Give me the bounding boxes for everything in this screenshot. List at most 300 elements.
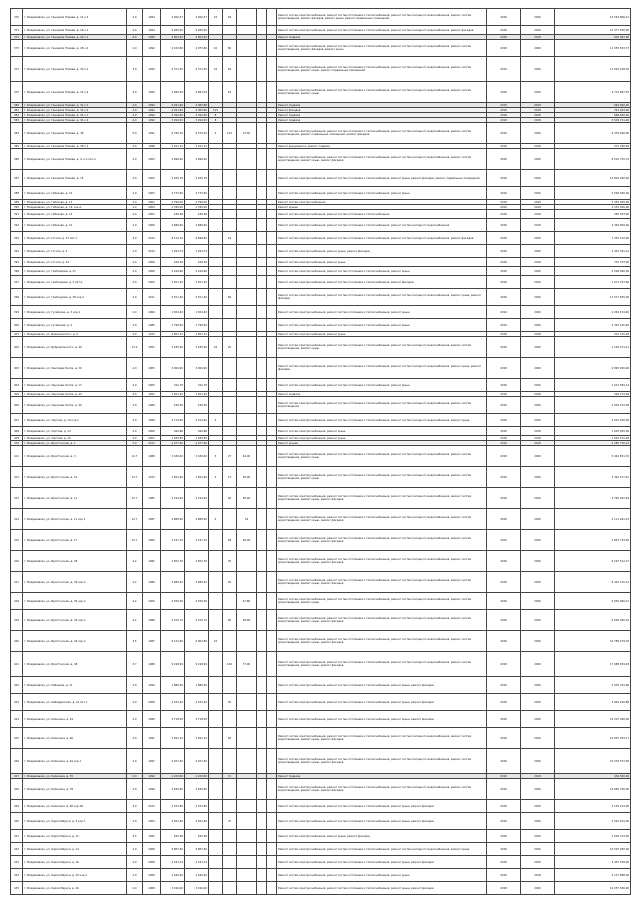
table-row — [11, 694, 631, 711]
floors-cell: 2.0 — [127, 749, 143, 774]
year-end-cell: 2020 — [521, 337, 555, 358]
floors-cell: 2.0 — [127, 9, 143, 26]
cost-cell: 602 067,00 — [555, 35, 631, 40]
row-number: 370 — [11, 9, 23, 26]
living-area-cell: 1 035,85 — [185, 436, 209, 441]
col-g-cell — [237, 289, 257, 306]
year-end-cell: 2018 — [521, 108, 555, 113]
col-h-cell — [257, 232, 267, 245]
table-row — [11, 232, 631, 245]
address-cell: г. Владикавказ, ул. Генерала Плиева, д. 38 — [23, 123, 127, 144]
address-cell: г. Владикавказ, ул. Зангиева Осипа, д. 30 — [23, 358, 127, 379]
living-area-cell: 3 147,70 — [185, 530, 209, 551]
col-g-cell — [237, 337, 257, 358]
row-number: 390 — [11, 205, 23, 210]
year-start-cell: 2018 — [487, 26, 521, 35]
address-cell: г. Владикавказ, ул. Гоголя, д. 24 — [23, 258, 127, 267]
col-h-cell — [257, 123, 267, 144]
col-e-cell: 115 — [209, 108, 223, 113]
total-area-cell: 4 410,70 — [161, 610, 185, 631]
total-area-cell: 2 775,50 — [161, 187, 185, 200]
col-e-cell — [209, 813, 223, 830]
row-number: 386 — [11, 149, 23, 170]
cost-cell: 3 135 214,00 — [555, 800, 631, 813]
address-cell: г. Владикавказ, ул. Генерала Плиева, д. 20 к.1 — [23, 35, 127, 40]
living-area-cell: 6 698,60 — [185, 232, 209, 245]
living-area-cell: 2 446,00 — [185, 869, 209, 882]
col-f-cell: 63 — [223, 82, 237, 103]
table-row — [11, 427, 631, 436]
total-area-cell: 418,50 — [161, 397, 185, 414]
floors-cell: 2.0 — [127, 267, 143, 276]
address-cell: г. Владикавказ, ул. Карла Маркса, д. 16 — [23, 882, 127, 895]
table-row — [11, 40, 631, 57]
table-row — [11, 509, 631, 530]
address-cell: г. Владикавказ, ул. Иристонская, д. 17 — [23, 530, 127, 551]
cost-cell: 365 553,00 — [555, 210, 631, 219]
address-cell: г. Владикавказ, ул. Генерала Плиева, д. 34 к.4 — [23, 82, 127, 103]
year-built-cell: 1992 — [143, 774, 161, 779]
col-i-cell — [267, 414, 277, 427]
floors-cell: 2.0 — [127, 813, 143, 830]
year-built-cell: 2006 — [143, 267, 161, 276]
works-cell: Ремонт систем электроснабжения, ремонт систем отопления и теплоснабжения, ремонт крыш — [277, 869, 487, 882]
col-i-cell — [267, 358, 277, 379]
col-e-cell — [209, 219, 223, 232]
works-cell: Ремонт систем электроснабжения, ремонт систем отопления и теплоснабжения, ремонт крыш, ремонт фасадов — [277, 677, 487, 694]
floors-cell: 2.0 — [127, 219, 143, 232]
year-start-cell: 2018 — [487, 258, 521, 267]
total-area-cell: 1 857,21 — [161, 332, 185, 337]
col-h-cell — [257, 40, 267, 57]
col-e-cell: 16 — [209, 9, 223, 26]
year-end-cell: 2020 — [521, 509, 555, 530]
col-f-cell — [223, 170, 237, 187]
floors-cell: 12.7 — [127, 530, 143, 551]
year-built-cell: 2005 — [143, 379, 161, 392]
cost-cell: 11 377 500,00 — [555, 26, 631, 35]
col-i-cell — [267, 306, 277, 319]
cost-cell: 14 564 806,21 — [555, 9, 631, 26]
year-end-cell: 2020 — [521, 830, 555, 843]
year-end-cell: 2020 — [521, 610, 555, 631]
col-h-cell — [257, 82, 267, 103]
total-area-cell: 4 371,55 — [161, 57, 185, 82]
cost-cell: 664 962,00 — [555, 103, 631, 108]
year-end-cell: 2018 — [521, 103, 555, 108]
address-cell: г. Владикавказ, ул. Генерала Плиева, д. 34 к.1 — [23, 113, 127, 118]
total-area-cell: 4 027,40 — [161, 749, 185, 774]
col-h-cell — [257, 610, 267, 631]
total-area-cell: 1 886,26 — [161, 677, 185, 694]
floors-cell: 2.0 — [127, 144, 143, 149]
col-e-cell — [209, 488, 223, 509]
col-i-cell — [267, 245, 277, 258]
col-e-cell: 4 — [209, 414, 223, 427]
address-cell: г. Владикавказ, ул. Гусейнова, д. 2 — [23, 319, 127, 332]
address-cell: г. Владикавказ, ул. Иристонская, д. 30 кор.А — [23, 593, 127, 610]
address-cell: г. Владикавказ, ул. Калинина, д. 70 — [23, 774, 127, 779]
floors-cell: 2.0 — [127, 843, 143, 856]
works-cell: Ремонт систем электроснабжения, ремонт систем отопления и теплоснабжения, ремонт систем холодного водоснабжения, ремонт систем водоотведения, ремонт крыш, ремонт фасадов — [277, 631, 487, 652]
table-row — [11, 813, 631, 830]
year-end-cell: 2020 — [521, 397, 555, 414]
total-area-cell: 1 651,20 — [161, 392, 185, 397]
col-f-cell — [223, 800, 237, 813]
col-i-cell — [267, 397, 277, 414]
total-area-cell: 4 406,37 — [161, 9, 185, 26]
year-built-cell: 2008 — [143, 694, 161, 711]
year-built-cell: 1997 — [143, 749, 161, 774]
row-number: 432 — [11, 843, 23, 856]
floors-cell: 3.7 — [127, 652, 143, 677]
col-e-cell — [209, 856, 223, 869]
works-cell: Ремонт систем электроснабжения, ремонт систем отопления и теплоснабжения, ремонт крыш, ремонт фасадов — [277, 813, 487, 830]
floors-cell: 4.2 — [127, 551, 143, 572]
row-number: 419 — [11, 610, 23, 631]
total-area-cell: 6 122,00 — [161, 631, 185, 652]
total-area-cell: 5 811,30 — [161, 289, 185, 306]
col-i-cell — [267, 219, 277, 232]
cost-cell: 15 276 572,56 — [555, 749, 631, 774]
address-cell: г. Владикавказ, ул. Калинина, д. 80 кор.1В — [23, 800, 127, 813]
works-cell: Ремонт систем электроснабжения, ремонт систем отопления и теплоснабжения, ремонт систем холодного водоснабжения, ремонт систем водоотведения, ремонт крыш, ремонт фасадов — [277, 530, 487, 551]
year-built-cell: 1994 — [143, 26, 161, 35]
year-built-cell: 1996 — [143, 779, 161, 800]
cost-cell: 2 506 900,00 — [555, 267, 631, 276]
year-start-cell: 2018 — [487, 40, 521, 57]
col-f-cell — [223, 397, 237, 414]
works-cell: Ремонт систем электроснабжения, ремонт крыш, ремонт фасадов — [277, 830, 487, 843]
col-i-cell — [267, 509, 277, 530]
address-cell: г. Владикавказ, ул. Гибизова, д. 13 — [23, 200, 127, 205]
year-end-cell: 2020 — [521, 232, 555, 245]
table-row — [11, 800, 631, 813]
cost-cell: 2 500 500,00 — [555, 187, 631, 200]
row-number: 384 — [11, 123, 23, 144]
col-h-cell — [257, 276, 267, 289]
year-start-cell: 2019 — [487, 530, 521, 551]
col-g-cell — [237, 149, 257, 170]
col-f-cell: 27 — [223, 467, 237, 488]
table-row — [11, 843, 631, 856]
col-f-cell: 27 — [223, 446, 237, 467]
year-built-cell: 1983 — [143, 530, 161, 551]
total-area-cell: 3 989,20 — [161, 572, 185, 593]
col-g-cell: 46,00 — [237, 530, 257, 551]
floors-cell: 2.0 — [127, 149, 143, 170]
living-area-cell: 2 231,74 — [185, 856, 209, 869]
cost-cell: 2 262 154,46 — [555, 306, 631, 319]
cost-cell: 4 349 809,00 — [555, 219, 631, 232]
year-start-cell: 2018 — [487, 267, 521, 276]
year-built-cell: 1992 — [143, 103, 161, 108]
col-g-cell — [237, 9, 257, 26]
year-start-cell: 2018 — [487, 427, 521, 436]
col-f-cell — [223, 427, 237, 436]
row-number: 380 — [11, 103, 23, 108]
col-h-cell — [257, 337, 267, 358]
col-g-cell: 47,80 — [237, 593, 257, 610]
cost-cell: 722 043,00 — [555, 108, 631, 113]
total-area-cell: 2 976,30 — [161, 593, 185, 610]
cost-cell: 3 041 200,00 — [555, 414, 631, 427]
col-i-cell — [267, 779, 277, 800]
cost-cell: 10 097 353,17 — [555, 728, 631, 749]
year-end-cell: 2020 — [521, 572, 555, 593]
cost-cell: 312 315,00 — [555, 332, 631, 337]
row-number: 425 — [11, 728, 23, 749]
document-page — [10, 8, 630, 895]
col-g-cell — [237, 677, 257, 694]
table-row — [11, 397, 631, 414]
year-start-cell: 2018 — [487, 882, 521, 895]
col-g-cell: 77,90 — [237, 652, 257, 677]
year-end-cell: 2018 — [521, 219, 555, 232]
year-start-cell: 2018 — [487, 711, 521, 728]
year-built-cell: 1988 — [143, 652, 161, 677]
col-e-cell: 8 — [209, 113, 223, 118]
col-e-cell — [209, 149, 223, 170]
col-f-cell — [223, 149, 237, 170]
living-area-cell: 3 331,80 — [185, 800, 209, 813]
col-g-cell — [237, 267, 257, 276]
col-f-cell — [223, 869, 237, 882]
year-end-cell: 2020 — [521, 779, 555, 800]
total-area-cell: 8 114,10 — [161, 232, 185, 245]
total-area-cell: 2 416,60 — [161, 267, 185, 276]
year-end-cell: 2018 — [521, 200, 555, 205]
year-end-cell: 2020 — [521, 358, 555, 379]
floors-cell: 5.0 — [127, 441, 143, 446]
cost-cell: 6 442 415,21 — [555, 572, 631, 593]
works-cell: Ремонт систем электроснабжения, ремонт крыш — [277, 436, 487, 441]
col-g-cell — [237, 219, 257, 232]
row-number: 427 — [11, 774, 23, 779]
col-h-cell — [257, 427, 267, 436]
total-area-cell: 3 996,00 — [161, 149, 185, 170]
year-end-cell: 2020 — [521, 593, 555, 610]
col-f-cell: 35 — [223, 551, 237, 572]
works-cell: Ремонт систем электроснабжения, ремонт систем отопления и теплоснабжения, ремонт систем холодного водоснабжения, ремонт систем водоотведения, ремонт крыш, ремонт фасадов — [277, 149, 487, 170]
col-f-cell — [223, 711, 237, 728]
col-e-cell — [209, 289, 223, 306]
total-area-cell: 3 185,90 — [161, 337, 185, 358]
year-end-cell: 2020 — [521, 551, 555, 572]
col-i-cell — [267, 677, 277, 694]
col-g-cell — [237, 813, 257, 830]
total-area-cell: 3 006,90 — [161, 358, 185, 379]
col-g-cell — [237, 258, 257, 267]
address-cell: г. Владикавказ, ул. Зангиева Осипа, д. 17 — [23, 379, 127, 392]
total-area-cell: 9 198,99 — [161, 652, 185, 677]
works-cell: Ремонт систем электроснабжения — [277, 200, 487, 205]
col-i-cell — [267, 82, 277, 103]
row-number: 421 — [11, 652, 23, 677]
cost-cell: 1 221 584,14 — [555, 379, 631, 392]
living-area-cell: 9 198,99 — [185, 652, 209, 677]
living-area-cell: 2 976,30 — [185, 593, 209, 610]
col-e-cell — [209, 830, 223, 843]
col-f-cell — [223, 187, 237, 200]
col-e-cell: 16 — [209, 57, 223, 82]
col-e-cell — [209, 652, 223, 677]
col-i-cell — [267, 446, 277, 467]
works-cell: Ремонт систем электроснабжения, ремонт систем отопления и теплоснабжения, ремонт систем холодного водоснабжения, ремонт крыш, ремонт фасадов — [277, 289, 487, 306]
year-built-cell: 1989 — [143, 397, 161, 414]
col-i-cell — [267, 694, 277, 711]
floors-cell: 2.0 — [127, 289, 143, 306]
year-built-cell: 1988 — [143, 446, 161, 467]
cost-cell: 11 555 553,73 — [555, 40, 631, 57]
total-area-cell: 3 822,70 — [161, 551, 185, 572]
col-i-cell — [267, 593, 277, 610]
works-cell: Ремонт систем электроснабжения, ремонт систем отопления и теплоснабжения, ремонт систем холодного водоснабжения, ремонт систем водоотведения, ремонт крыш — [277, 593, 487, 610]
living-area-cell: 1 886,26 — [185, 677, 209, 694]
col-e-cell: 4 — [209, 509, 223, 530]
year-end-cell: 2020 — [521, 9, 555, 26]
col-g-cell — [237, 210, 257, 219]
total-area-cell: 9 887,60 — [161, 843, 185, 856]
cost-cell: 11 571 655,00 — [555, 289, 631, 306]
living-area-cell: 2 514,00 — [185, 414, 209, 427]
cost-cell: 3 457 328,00 — [555, 856, 631, 869]
cost-cell: 4 714 897,55 — [555, 82, 631, 103]
col-e-cell — [209, 869, 223, 882]
row-number: 412 — [11, 467, 23, 488]
table-row — [11, 258, 631, 267]
table-row — [11, 319, 631, 332]
row-number: 409 — [11, 436, 23, 441]
year-end-cell: 2020 — [521, 467, 555, 488]
works-cell: Ремонт систем электроснабжения, ремонт систем отопления и теплоснабжения, ремонт крыш, ремонт фасадов — [277, 856, 487, 869]
col-i-cell — [267, 26, 277, 35]
col-g-cell — [237, 319, 257, 332]
year-end-cell: 2018 — [521, 427, 555, 436]
living-area-cell: 629,20 — [185, 258, 209, 267]
year-end-cell: 2018 — [521, 332, 555, 337]
col-e-cell — [209, 711, 223, 728]
year-start-cell: 2019 — [487, 57, 521, 82]
works-cell: Ремонт систем электроснабжения, ремонт систем отопления и теплоснабжения, ремонт крыш, ремонт фасадов — [277, 800, 487, 813]
col-e-cell — [209, 319, 223, 332]
cost-cell: 731 373,00 — [555, 258, 631, 267]
year-end-cell: 2020 — [521, 882, 555, 895]
works-cell: Ремонт фасадов — [277, 108, 487, 113]
year-end-cell: 2020 — [521, 267, 555, 276]
year-start-cell: 2018 — [487, 232, 521, 245]
year-built-cell: 2001 — [143, 200, 161, 205]
col-f-cell — [223, 830, 237, 843]
col-f-cell: 80 — [223, 610, 237, 631]
col-e-cell — [209, 379, 223, 392]
living-area-cell: 1 651,20 — [185, 392, 209, 397]
col-g-cell — [237, 830, 257, 843]
col-g-cell — [237, 187, 257, 200]
col-g-cell — [237, 631, 257, 652]
year-start-cell: 2018 — [487, 728, 521, 749]
col-g-cell — [237, 82, 257, 103]
row-number: 411 — [11, 446, 23, 467]
year-built-cell: 1986 — [143, 572, 161, 593]
col-h-cell — [257, 258, 267, 267]
table-row — [11, 882, 631, 895]
cost-cell: 12 207 360,00 — [555, 711, 631, 728]
living-area-cell: 1 857,21 — [185, 332, 209, 337]
year-start-cell: 2018 — [487, 652, 521, 677]
col-g-cell — [237, 414, 257, 427]
year-end-cell: 2020 — [521, 379, 555, 392]
col-f-cell — [223, 631, 237, 652]
floors-cell: 3.0 — [127, 82, 143, 103]
col-f-cell: 60 — [223, 289, 237, 306]
col-f-cell — [223, 245, 237, 258]
year-start-cell: 2019 — [487, 187, 521, 200]
year-built-cell: 1986 — [143, 610, 161, 631]
col-h-cell — [257, 572, 267, 593]
works-cell: Ремонт систем электроснабжения, ремонт систем отопления и теплоснабжения, ремонт систем холодного водоснабжения, ремонт систем водоотведения, ремонт крыш, ремонт фасадов — [277, 728, 487, 749]
col-i-cell — [267, 843, 277, 856]
total-area-cell: 238,00 — [161, 210, 185, 219]
works-cell: Ремонт подвала — [277, 113, 487, 118]
col-f-cell — [223, 319, 237, 332]
year-start-cell: 2018 — [487, 170, 521, 187]
col-g-cell: 56,40 — [237, 488, 257, 509]
row-number: 373 — [11, 40, 23, 57]
total-area-cell: 3 294,50 — [161, 118, 185, 123]
works-cell: Ремонт систем электроснабжения, ремонт систем отопления и теплоснабжения, ремонт систем холодного водоснабжения, ремонт крыш — [277, 843, 487, 856]
col-f-cell — [223, 276, 237, 289]
table-row — [11, 123, 631, 144]
col-i-cell — [267, 530, 277, 551]
col-i-cell — [267, 232, 277, 245]
floors-cell: 4.2 — [127, 572, 143, 593]
works-cell: Ремонт систем электроснабжения, ремонт систем отопления и теплоснабжения, ремонт систем холодного водоснабжения, ремонт систем водоотведения, ремонт крыш, ремонт фасадов — [277, 572, 487, 593]
col-i-cell — [267, 551, 277, 572]
col-i-cell — [267, 57, 277, 82]
cost-cell: 3 542 201,00 — [555, 813, 631, 830]
floors-cell: 2.0 — [127, 210, 143, 219]
year-end-cell: 2020 — [521, 800, 555, 813]
col-h-cell — [257, 856, 267, 869]
year-end-cell: 2020 — [521, 40, 555, 57]
living-area-cell: 2 796,06 — [185, 200, 209, 205]
col-e-cell — [209, 232, 223, 245]
col-e-cell: 16 — [209, 631, 223, 652]
col-e-cell — [209, 551, 223, 572]
col-i-cell — [267, 276, 277, 289]
floors-cell: 2.0 — [127, 40, 143, 57]
year-start-cell: 2018 — [487, 610, 521, 631]
col-e-cell — [209, 427, 223, 436]
total-area-cell: 3 322,90 — [161, 113, 185, 118]
col-i-cell — [267, 882, 277, 895]
total-area-cell: 2 852,00 — [161, 35, 185, 40]
year-end-cell: 2020 — [521, 289, 555, 306]
living-area-cell: 3 996,00 — [185, 149, 209, 170]
year-start-cell: 2018 — [487, 509, 521, 530]
floors-cell: 3.0 — [127, 232, 143, 245]
year-built-cell: 2008 — [143, 856, 161, 869]
row-number: 426 — [11, 749, 23, 774]
year-end-cell: 2020 — [521, 276, 555, 289]
cost-cell: 5 444 851,76 — [555, 446, 631, 467]
living-area-cell: 4 065,80 — [185, 103, 209, 108]
col-f-cell — [223, 779, 237, 800]
address-cell: г. Владикавказ, ул. Иристонская, д. 1 — [23, 441, 127, 446]
col-f-cell: 46 — [223, 488, 237, 509]
works-cell: Ремонт систем электроснабжения, ремонт систем отопления и теплоснабжения, ремонт фасадов — [277, 276, 487, 289]
